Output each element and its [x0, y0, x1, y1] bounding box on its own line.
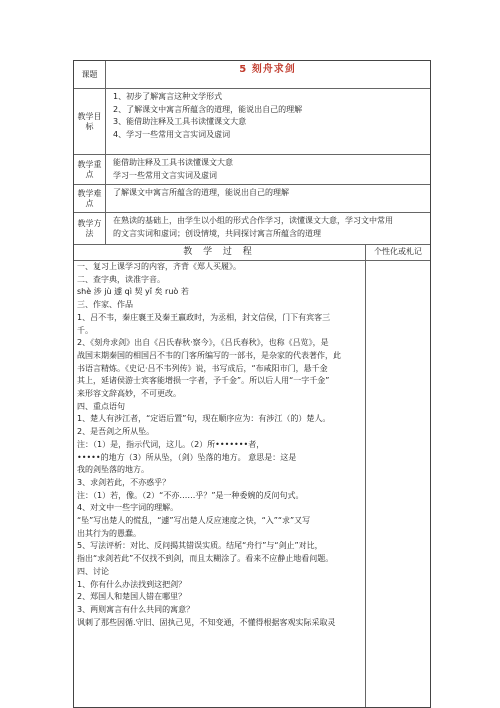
process-line: 战国末期秦国的相国吕不韦的门客所编写的一部书，是杂家的代表著作，此: [77, 350, 341, 360]
notes-heading: 个性化或札记: [374, 247, 422, 256]
title-row: [74, 61, 430, 89]
key-line: 学习一些常用文言实词及虚词: [113, 170, 217, 180]
difficulty-row: [74, 185, 430, 213]
process-line: 其上，延诸侯游士宾客能增损一字者，予千金”。所以后人用“一字千金”: [77, 376, 330, 386]
process-line: 讽刺了那些因循.守旧、固执己见，不知变通，不懂得根据客观实际采取灵: [77, 617, 336, 627]
process-line: 四、重点语句: [77, 401, 125, 411]
objectives-row: [74, 89, 430, 155]
process-line: 1、楚人有涉江者，“定语后置”句，现在顺序应为：有涉江（的）楚人。: [77, 414, 331, 424]
process-line: 指出“求剑若此”不仅找不到剑，而且太糊涂了。看来不应静止地看问题。: [77, 554, 334, 564]
key-line: 能借助注释及工具书读懂课文大意: [113, 158, 233, 167]
process-line: 1、吕不韦，秦庄襄王及秦王嬴政时，为丞相，封文信侯，门下有宾客三: [77, 312, 331, 322]
method-line: 在熟读的基础上，由学生以小组的形式合作学习，读懂课文大意，学习文中常用: [113, 216, 393, 225]
process-line: 三、作家、作品: [77, 300, 133, 310]
process-line: 2、《刻舟求剑》出自《吕氏春秋·察今》，《吕氏春秋》，也称《吕览》，是: [77, 338, 329, 348]
lesson-title: 5 刻舟求剑: [239, 64, 296, 75]
process-line: 书语言精炼。《史记·吕不韦列传》说，书写成后，“布咸阳市门，悬千金: [77, 363, 328, 373]
objective-item: 1、初步了解寓言这种文学形式: [113, 92, 223, 101]
process-line: 1、你有什么办法找到这把剑？: [77, 579, 187, 589]
title-label: 课题: [74, 61, 106, 88]
difficulty-line: 了解课文中寓言所蕴含的道理，能说出自己的理解: [113, 188, 289, 197]
method-label: 教学方法: [74, 213, 106, 244]
process-line: “坠”写出楚人的慌乱，“遽”写出楚人反应速度之快，“入”“求”又写: [77, 516, 311, 526]
process-line: 3、求剑若此，不亦惑乎？: [77, 477, 171, 487]
process-line: 注：（1）若，像。（2）“不亦……乎？”是一种委婉的反问句式。: [77, 490, 304, 500]
process-body: [74, 261, 366, 707]
process-line: 千。: [77, 325, 93, 335]
process-line: 二、查字典，读准字音。: [77, 274, 165, 284]
process-line: 我的剑坠落的地方。: [77, 465, 149, 475]
process-line: 注：（1）是，指示代词，这儿。（2）所•••••••者，: [77, 439, 265, 449]
process-line: 2、郑国人和楚国人错在哪里？: [77, 592, 187, 602]
process-line: 4、对文中一些字词的理解。: [77, 503, 179, 513]
process-line: 四、讨论: [77, 566, 109, 576]
process-line: 出其行为的愚蠢。: [77, 528, 141, 538]
process-line: shè 涉 jù 遽 qì 契 yǐ 矣 ruò 若: [77, 287, 189, 297]
process-line: •••••的地方（3）所从坠，（剑）坠落的地方。 意思是：这是: [77, 452, 297, 462]
process-line: 一、复习上课学习的内容，齐背《郑人买履》。: [77, 262, 241, 271]
objective-item: 2、了解课文中寓言所蕴含的道理，能说出自己的理解: [113, 104, 303, 114]
objectives-list: [107, 89, 428, 154]
objective-item: 3、能借助注释及工具书读懂课文大意: [113, 117, 247, 127]
objectives-label: 教学目标: [74, 89, 106, 154]
method-line: 的文言实词和虚词；创设情境，共同探讨寓言所蕴含的道理: [113, 228, 321, 238]
process-line: 来形容文辞高妙，不可更改。: [77, 389, 181, 399]
difficulty-label: 教学难点: [74, 185, 106, 212]
lesson-plan-table: [73, 60, 431, 708]
objective-item: 4、学习一些常用文言实词及虚词: [113, 130, 231, 140]
process-line: 5、写法评析：对比、反问揭其错误实质。结尾“舟行”与“剑止”对比，: [77, 541, 323, 551]
key-row: [74, 155, 430, 185]
key-label: 教学重点: [74, 155, 106, 184]
process-line: 2、是吾剑之所从坠。: [77, 427, 155, 437]
process-line: 3、两则寓言有什么共同的寓意？: [77, 604, 195, 614]
method-row: [74, 213, 430, 245]
process-heading: 教 学 过 程: [74, 245, 366, 260]
process-header-row: [74, 245, 430, 261]
